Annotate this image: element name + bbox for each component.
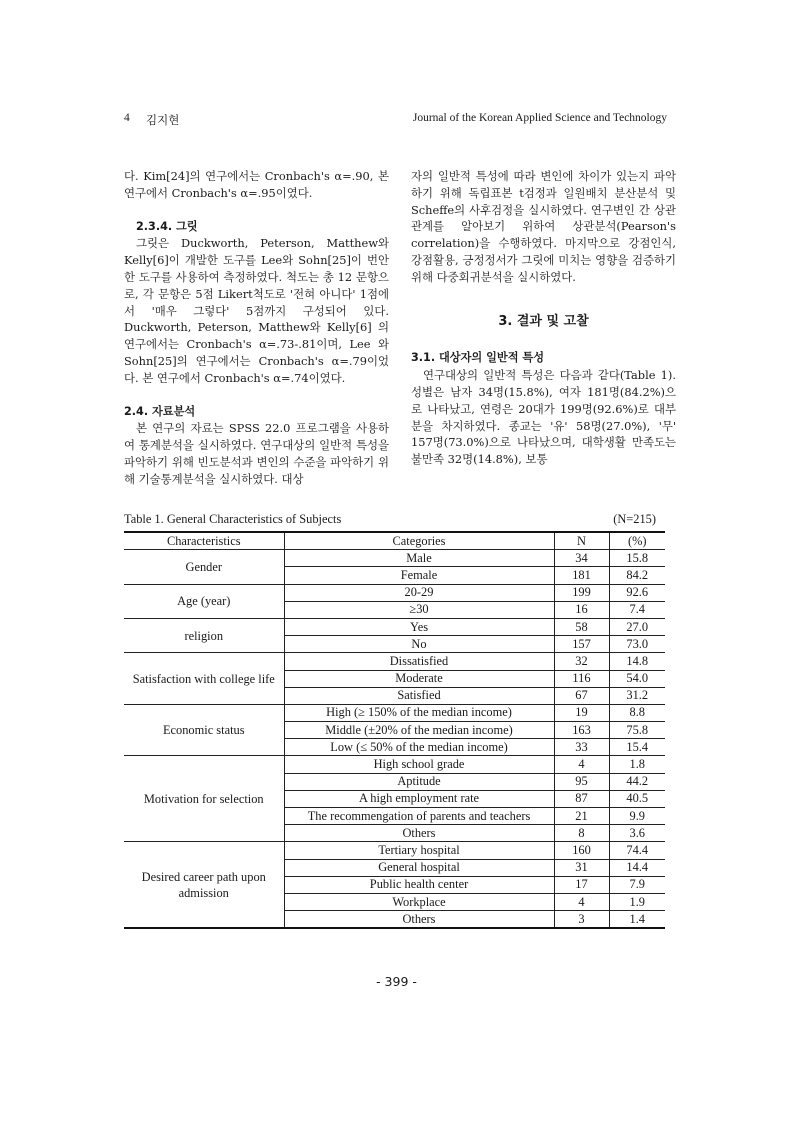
column-header: N <box>554 532 609 550</box>
section-heading-grit: 2.3.4. 그릿 <box>136 219 198 233</box>
category-cell: 20-29 <box>284 584 554 601</box>
category-cell: No <box>284 636 554 653</box>
percent-cell: 15.4 <box>609 739 665 756</box>
n-cell: 95 <box>554 773 609 790</box>
percent-cell: 3.6 <box>609 825 665 842</box>
n-cell: 4 <box>554 756 609 773</box>
table-body <box>124 550 665 929</box>
percent-cell: 44.2 <box>609 773 665 790</box>
table-header-row <box>124 532 665 550</box>
table-caption: Table 1. General Characteristics of Subjects <box>124 512 342 526</box>
characteristic-cell: Economic status <box>124 704 284 756</box>
table-row <box>124 584 665 601</box>
characteristic-cell: Age (year) <box>124 584 284 618</box>
n-cell: 16 <box>554 601 609 618</box>
characteristic-cell: Gender <box>124 550 284 584</box>
category-cell: Dissatisfied <box>284 653 554 670</box>
percent-cell: 7.4 <box>609 601 665 618</box>
column-header: Characteristics <box>124 532 284 550</box>
column-header: (%) <box>609 532 665 550</box>
category-cell: Male <box>284 550 554 567</box>
category-cell: Female <box>284 567 554 584</box>
section-heading-general: 3.1. 대상자의 일반적 특성 <box>411 351 545 365</box>
n-cell: 4 <box>554 893 609 910</box>
category-cell: Tertiary hospital <box>284 842 554 859</box>
category-cell: Satisfied <box>284 687 554 704</box>
category-cell: Yes <box>284 618 554 635</box>
percent-cell: 40.5 <box>609 790 665 807</box>
category-cell: General hospital <box>284 859 554 876</box>
table-row <box>124 842 665 859</box>
characteristics-table <box>124 531 665 929</box>
category-cell: Middle (±20% of the median income) <box>284 722 554 739</box>
percent-cell: 8.8 <box>609 704 665 721</box>
n-cell: 67 <box>554 687 609 704</box>
percent-cell: 1.4 <box>609 911 665 929</box>
category-cell: Others <box>284 911 554 929</box>
percent-cell: 75.8 <box>609 722 665 739</box>
category-cell: Others <box>284 825 554 842</box>
n-cell: 19 <box>554 704 609 721</box>
n-cell: 34 <box>554 550 609 567</box>
percent-cell: 15.8 <box>609 550 665 567</box>
table-row <box>124 618 665 635</box>
left-paragraph-1: 다. Kim[24]의 연구에서는 Cronbach's α=.90, 본 연구에서 Cronbach's α=.95이였다. <box>124 169 389 200</box>
category-cell: Workplace <box>284 893 554 910</box>
percent-cell: 92.6 <box>609 584 665 601</box>
percent-cell: 7.9 <box>609 876 665 893</box>
category-cell: A high employment rate <box>284 790 554 807</box>
n-cell: 58 <box>554 618 609 635</box>
percent-cell: 1.9 <box>609 893 665 910</box>
n-cell: 199 <box>554 584 609 601</box>
percent-cell: 9.9 <box>609 808 665 825</box>
percent-cell: 1.8 <box>609 756 665 773</box>
n-cell: 181 <box>554 567 609 584</box>
n-cell: 3 <box>554 911 609 929</box>
n-cell: 87 <box>554 790 609 807</box>
header-page-number: 4 <box>124 112 130 124</box>
section-heading-analysis: 2.4. 자료분석 <box>124 404 196 418</box>
category-cell: High school grade <box>284 756 554 773</box>
percent-cell: 27.0 <box>609 618 665 635</box>
n-cell: 32 <box>554 653 609 670</box>
characteristic-cell: Motivation for selection <box>124 756 284 842</box>
percent-cell: 74.4 <box>609 842 665 859</box>
n-cell: 160 <box>554 842 609 859</box>
table-row <box>124 704 665 721</box>
right-paragraph-1: 자의 일반적 특성에 따라 변인에 차이가 있는지 파악하기 위해 독립표본 t검정과 일원배치 분산분석 및 Scheffe의 사후검정을 실시하였다. 연구변인 간 상관관계를 알아보기 위하여 상관분석(Pearson's correlation)을 수행하였다. 마지막으로 강점인식, 강점활용, 긍정정서가 그릿에 미치는 영향을 검증하기 위해 다중회귀분석을 실시하였다. <box>411 169 676 284</box>
table-row <box>124 653 665 670</box>
right-column <box>411 168 676 468</box>
n-cell: 116 <box>554 670 609 687</box>
n-cell: 163 <box>554 722 609 739</box>
analysis-paragraph: 본 연구의 자료는 SPSS 22.0 프로그램을 사용하여 통계분석을 실시하였다. 연구대상의 일반적 특성을 파악하기 위해 빈도분석과 변인의 수준을 파악하기 위해 기술통계분석을 실시하였다. 대상 <box>124 421 389 486</box>
table-row <box>124 756 665 773</box>
n-cell: 31 <box>554 859 609 876</box>
percent-cell: 73.0 <box>609 636 665 653</box>
percent-cell: 84.2 <box>609 567 665 584</box>
characteristic-cell: religion <box>124 618 284 652</box>
column-header: Categories <box>284 532 554 550</box>
category-cell: Low (≤ 50% of the median income) <box>284 739 554 756</box>
table-n-total: (N=215) <box>613 512 656 526</box>
n-cell: 8 <box>554 825 609 842</box>
left-column <box>124 168 389 488</box>
header-journal: Journal of the Korean Applied Science and Technology <box>412 112 667 124</box>
category-cell: Public health center <box>284 876 554 893</box>
category-cell: Aptitude <box>284 773 554 790</box>
header-author: 김지현 <box>146 115 180 127</box>
percent-cell: 54.0 <box>609 670 665 687</box>
category-cell: The recommengation of parents and teachers <box>284 808 554 825</box>
percent-cell: 14.4 <box>609 859 665 876</box>
page-number: - 399 - <box>376 974 417 989</box>
category-cell: High (≥ 150% of the median income) <box>284 704 554 721</box>
category-cell: Moderate <box>284 670 554 687</box>
grit-paragraph: 그릿은 Duckworth, Peterson, Matthew와 Kelly[6]이 개발한 도구를 Lee와 Sohn[25]이 번안한 도구를 사용하여 측정하였다. 척도는 총 12 문항으로, 각 문항은 5점 Likert척도로 '전혀 아니다' 1점에서 '매우 그렇다' 5점까지 구성되어 있다. Duckworth, Peterson, Matthew와 Kelly[6] 의 연구에서는 Cronbach's α=.73-.81이며, Lee 와 Sohn[25]의 연구에서는 Cronbach's α=.79이었다. 본 연구에서 Cronbach's α=.74이였다. <box>124 236 389 385</box>
general-paragraph: 연구대상의 일반적 특성은 다음과 같다(Table 1). 성별은 남자 34명(15.8%), 여자 181명(84.2%)으로 나타났고, 연령은 20대가 199명(92.6%)로 대부분을 차지하였다. 종교는 '유' 58명(27.0%), '무' 157명(73.0%)으로 나타났으며, 대학생활 만족도는 불만족 32명(14.8%), 보통 <box>411 368 676 467</box>
characteristic-cell: Desired career path upon admission <box>124 842 284 928</box>
percent-cell: 14.8 <box>609 653 665 670</box>
section-heading-results: 3. 결과 및 고찰 <box>498 313 589 329</box>
n-cell: 157 <box>554 636 609 653</box>
n-cell: 21 <box>554 808 609 825</box>
characteristic-cell: Satisfaction with college life <box>124 653 284 705</box>
category-cell: ≥30 <box>284 601 554 618</box>
n-cell: 33 <box>554 739 609 756</box>
n-cell: 17 <box>554 876 609 893</box>
percent-cell: 31.2 <box>609 687 665 704</box>
table-row <box>124 550 665 567</box>
